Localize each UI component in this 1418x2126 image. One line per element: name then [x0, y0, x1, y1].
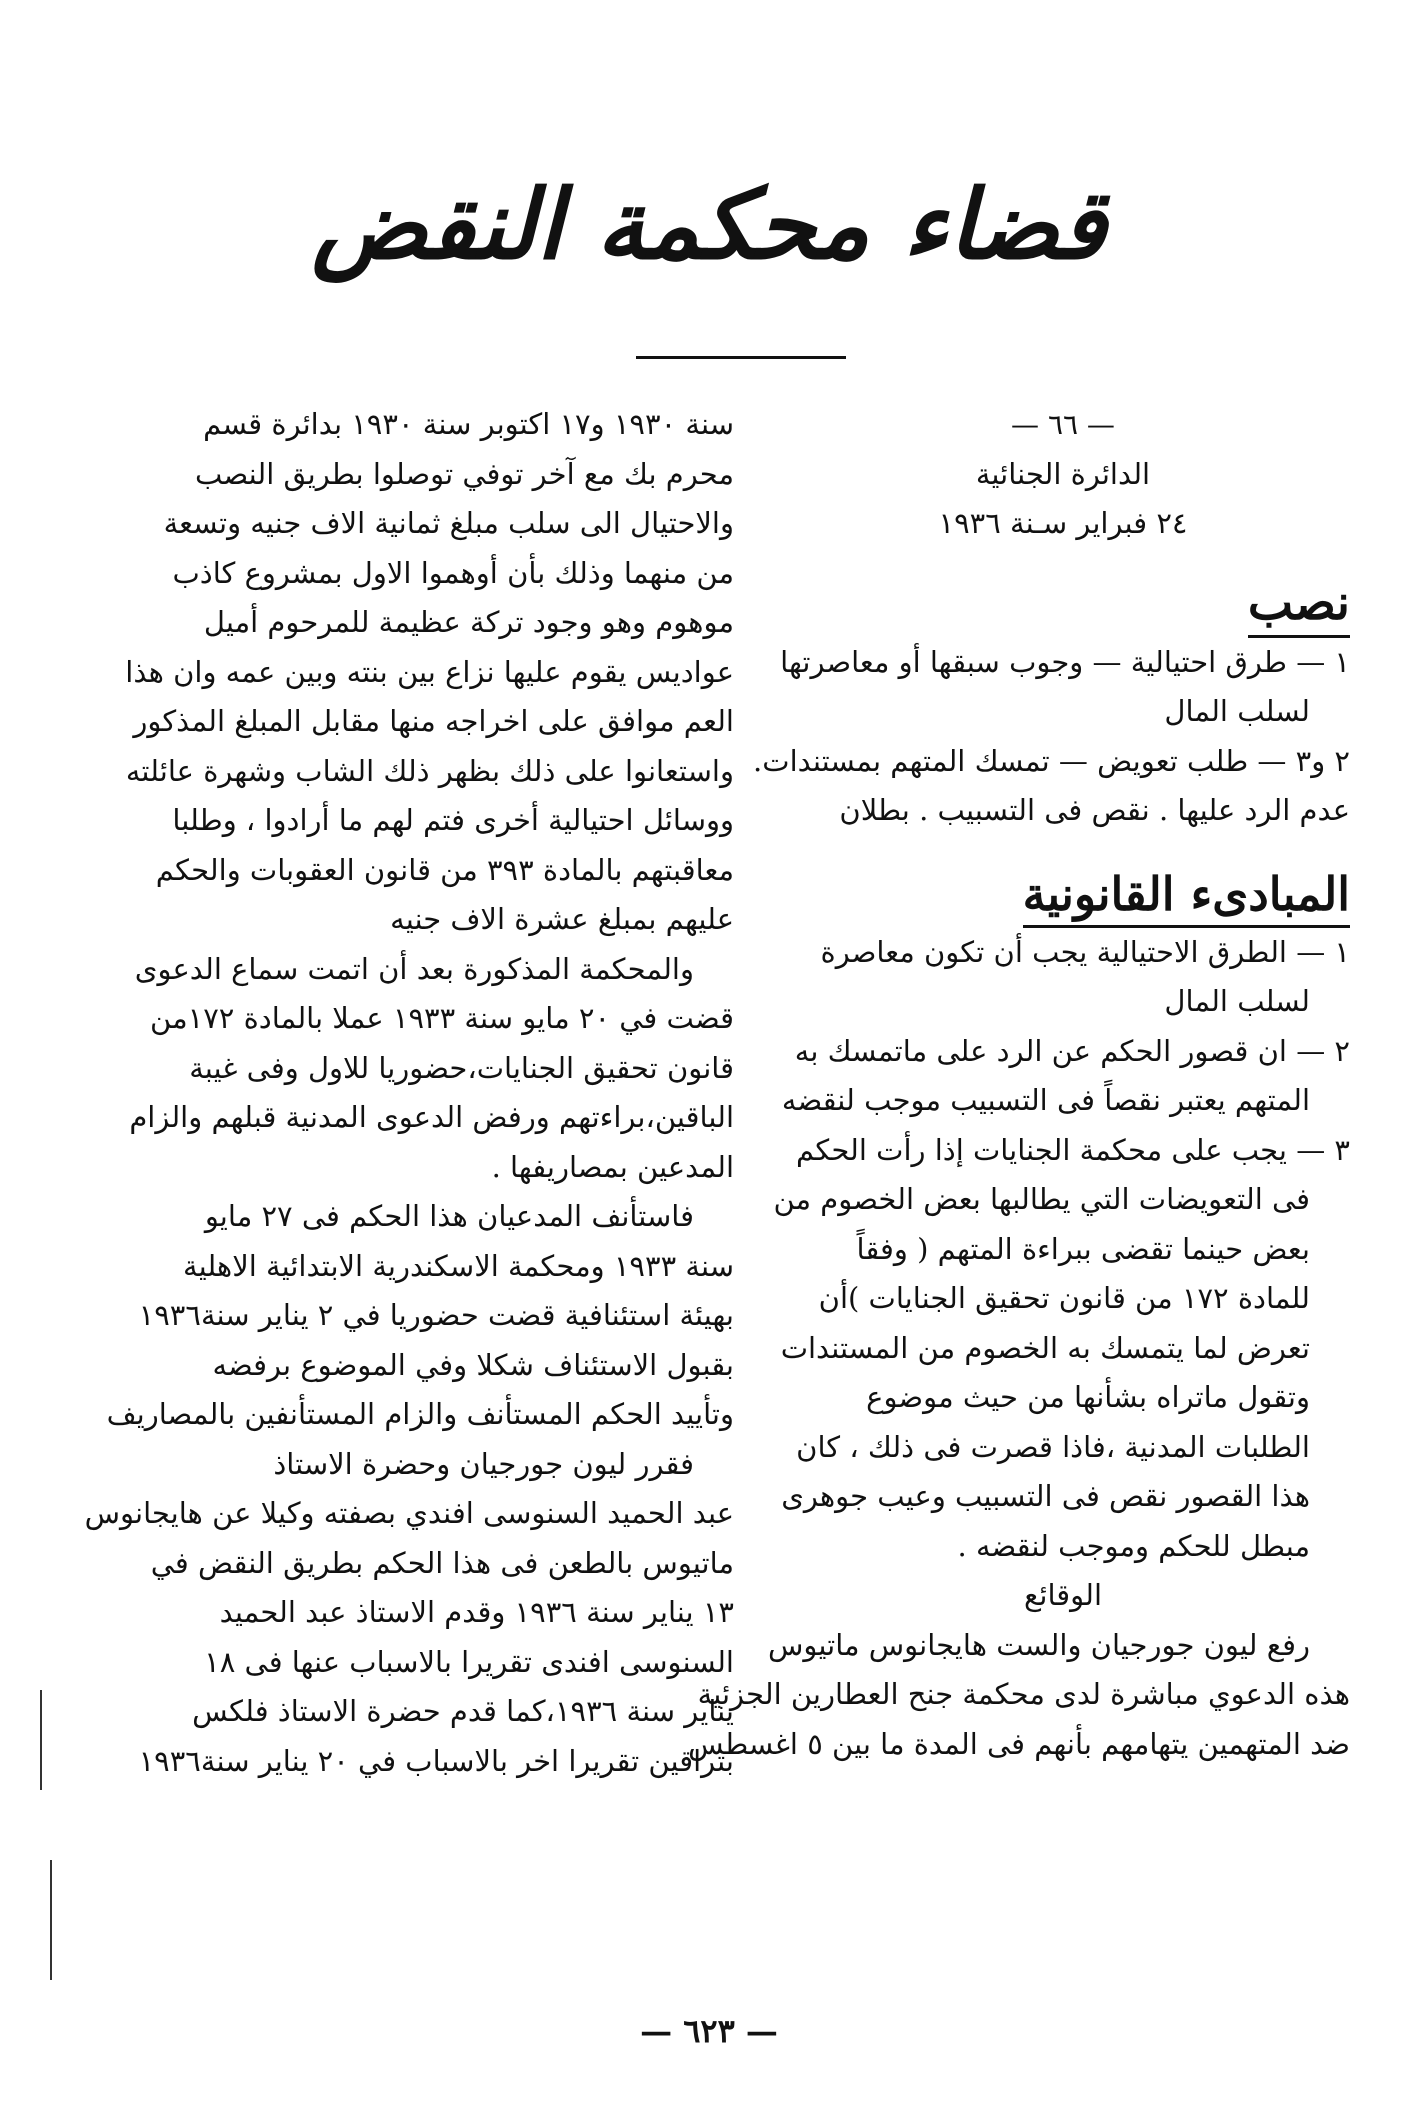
body-line: بقبول الاستئناف شكلا وفي الموضوع برفضه — [212, 1347, 734, 1382]
scan-margin-line — [40, 1690, 42, 1790]
principle-line: مبطل للحكم وموجب لنقضه . — [957, 1528, 1310, 1563]
principle-line: وتقول ماتراه بشأنها من حيث موضوع — [866, 1380, 1310, 1414]
court-circuit: الدائرة الجنائية — [975, 456, 1151, 491]
principle-line: هذا القصور نقص فى التسبيب وعيب جوهرى — [781, 1479, 1310, 1513]
facts-line: ضد المتهمين يتهامهم بأنهم فى المدة ما بين ٥ اغسطس — [688, 1726, 1350, 1761]
body-line: من منهما وذلك بأن أوهموا الاول بمشروع كاذب — [172, 555, 734, 590]
body-line: فاستأنف المدعيان هذا الحكم فى ٢٧ مايو — [204, 1199, 694, 1233]
body-line: قانون تحقيق الجنايات،حضوريا للاول وفى غيبة — [189, 1050, 734, 1085]
summary-line: لسلب المال — [1164, 694, 1310, 728]
principles-list — [773, 928, 1350, 1572]
principle-line: تعرض لما يتمسك به الخصوم من المستندات — [780, 1330, 1310, 1365]
body-line: بتراقين تقريرا اخر بالاسباب في ٢٠ يناير سنة١٩٣٦ — [138, 1743, 734, 1778]
principle-line: ٢ — ان قصور الحكم عن الرد على ماتمسك به — [794, 1033, 1350, 1068]
body-line: عواديس يقوم عليها نزاع بين بنته وبين عمه وان هذا — [125, 654, 734, 689]
body-line: بهيئة استئنافية قضت حضوريا في ٢ يناير سنة١٩٣٦ — [138, 1298, 734, 1332]
page-header-title: قضاء محكمة النقض — [311, 168, 1107, 281]
body-line: فقرر ليون جورجيان وحضرة الاستاذ — [273, 1446, 694, 1481]
body-line: سنة ١٩٣٣ ومحكمة الاسكندرية الابتدائية الاهلية — [183, 1248, 734, 1283]
principle-line: ١ — الطرق الاحتيالية يجب أن تكون معاصرة — [820, 934, 1350, 969]
summary-line: ١ — طرق احتيالية — وجوب سبقها أو معاصرتها — [780, 644, 1350, 679]
scan-margin-line — [50, 1860, 52, 1980]
principle-line: للمادة ١٧٢ من قانون تحقيق الجنايات )أن — [818, 1281, 1310, 1315]
topic-heading — [776, 573, 1350, 638]
body-line: ماتيوس بالطعن فى هذا الحكم بطريق النقض في — [150, 1545, 734, 1580]
body-line: السنوسى افندى تقريرا بالاسباب عنها فى ١٨ — [204, 1644, 734, 1679]
body-line: الباقين،براءتهم ورفض الدعوى المدنية قبلهم والزام — [129, 1100, 734, 1134]
body-line: عبد الحميد السنوسى افندي بصفته وكيلا عن هايجانوس — [84, 1496, 734, 1530]
body-line: المدعين بمصاريفها . — [491, 1149, 734, 1184]
principles-heading — [776, 860, 1350, 928]
body-line: معاقبتهم بالمادة ٣٩٣ من قانون العقوبات والحكم — [155, 852, 734, 887]
judgment-date: ٢٤ فبراير سـنة ١٩٣٦ — [938, 506, 1188, 540]
page-number: — ٦٢٣ — — [640, 2012, 778, 2050]
body-line: العم موافق على اخراجه منها مقابل المبلغ المذكور — [133, 704, 734, 738]
body-line: وتأييد الحكم المستأنف والزام المستأنفين بالمصاريف — [106, 1397, 734, 1431]
principle-line: ٣ — يجب على محكمة الجنايات إذا رأت الحكم — [796, 1132, 1350, 1167]
principle-line: فى التعويضات التي يطالبها بعض الخصوم من — [773, 1182, 1310, 1216]
body-line: ووسائل احتيالية أخرى فتم لهم ما أرادوا ، وطلبا — [172, 803, 734, 837]
body-line: عليهم بمبلغ عشرة الاف جنيه — [390, 902, 734, 936]
facts-text — [688, 1621, 1350, 1770]
summary-line: ٢ و٣ — طلب تعويض — تمسك المتهم بمستندات. — [753, 743, 1350, 778]
right-column — [688, 400, 1350, 1769]
body-line: يناير سنة ١٩٣٦،كما قدم حضرة الاستاذ فلكس — [192, 1694, 734, 1728]
principles-title: المبادىء القانونية — [1023, 867, 1350, 928]
principle-line: المتهم يعتبر نقصاً فى التسبيب موجب لنقضه — [781, 1083, 1310, 1117]
body-line: قضت في ٢٠ مايو سنة ١٩٣٣ عملا بالمادة ١٧٢من — [150, 1001, 734, 1035]
principle-line: بعض حينما تقضى ببراءة المتهم ( وفقاً — [856, 1231, 1310, 1266]
body-line: والاحتيال الى سلب مبلغ ثمانية الاف جنيه وتسعة — [163, 506, 734, 540]
body-line: سنة ١٩٣٠ و١٧ اكتوبر سنة ١٩٣٠ بدائرة قسم — [203, 407, 734, 441]
body-line: موهوم وهو وجود تركة عظيمة للمرحوم أميل — [203, 605, 734, 639]
topic-label: نصب — [1248, 573, 1350, 638]
summary-list — [753, 638, 1350, 836]
facts-line: هذه الدعوي مباشرة لدى محكمة جنح العطارين الجزئية — [697, 1677, 1350, 1711]
facts-line: رفع ليون جورجيان والست هايجانوس ماتيوس — [767, 1627, 1310, 1662]
principle-line: الطلبات المدنية ،فاذا قصرت فى ذلك ، كان — [796, 1429, 1310, 1464]
left-column — [84, 400, 734, 1786]
header-divider — [636, 356, 846, 359]
facts-title: الوقائع — [1023, 1578, 1103, 1612]
body-line: محرم بك مع آخر توفي توصلوا بطريق النصب — [195, 456, 734, 491]
case-number: — ٦٦ — — [1011, 408, 1115, 441]
body-line: ١٣ يناير سنة ١٩٣٦ وقدم الاستاذ عبد الحميد — [219, 1595, 734, 1629]
summary-line: عدم الرد عليها . نقص فى التسبيب . بطلان — [839, 793, 1350, 827]
principle-line: لسلب المال — [1164, 984, 1310, 1018]
body-line: والمحكمة المذكورة بعد أن اتمت سماع الدعوى — [134, 951, 694, 986]
body-line: واستعانوا على ذلك بظهر ذلك الشاب وشهرة عائلته — [125, 753, 734, 788]
